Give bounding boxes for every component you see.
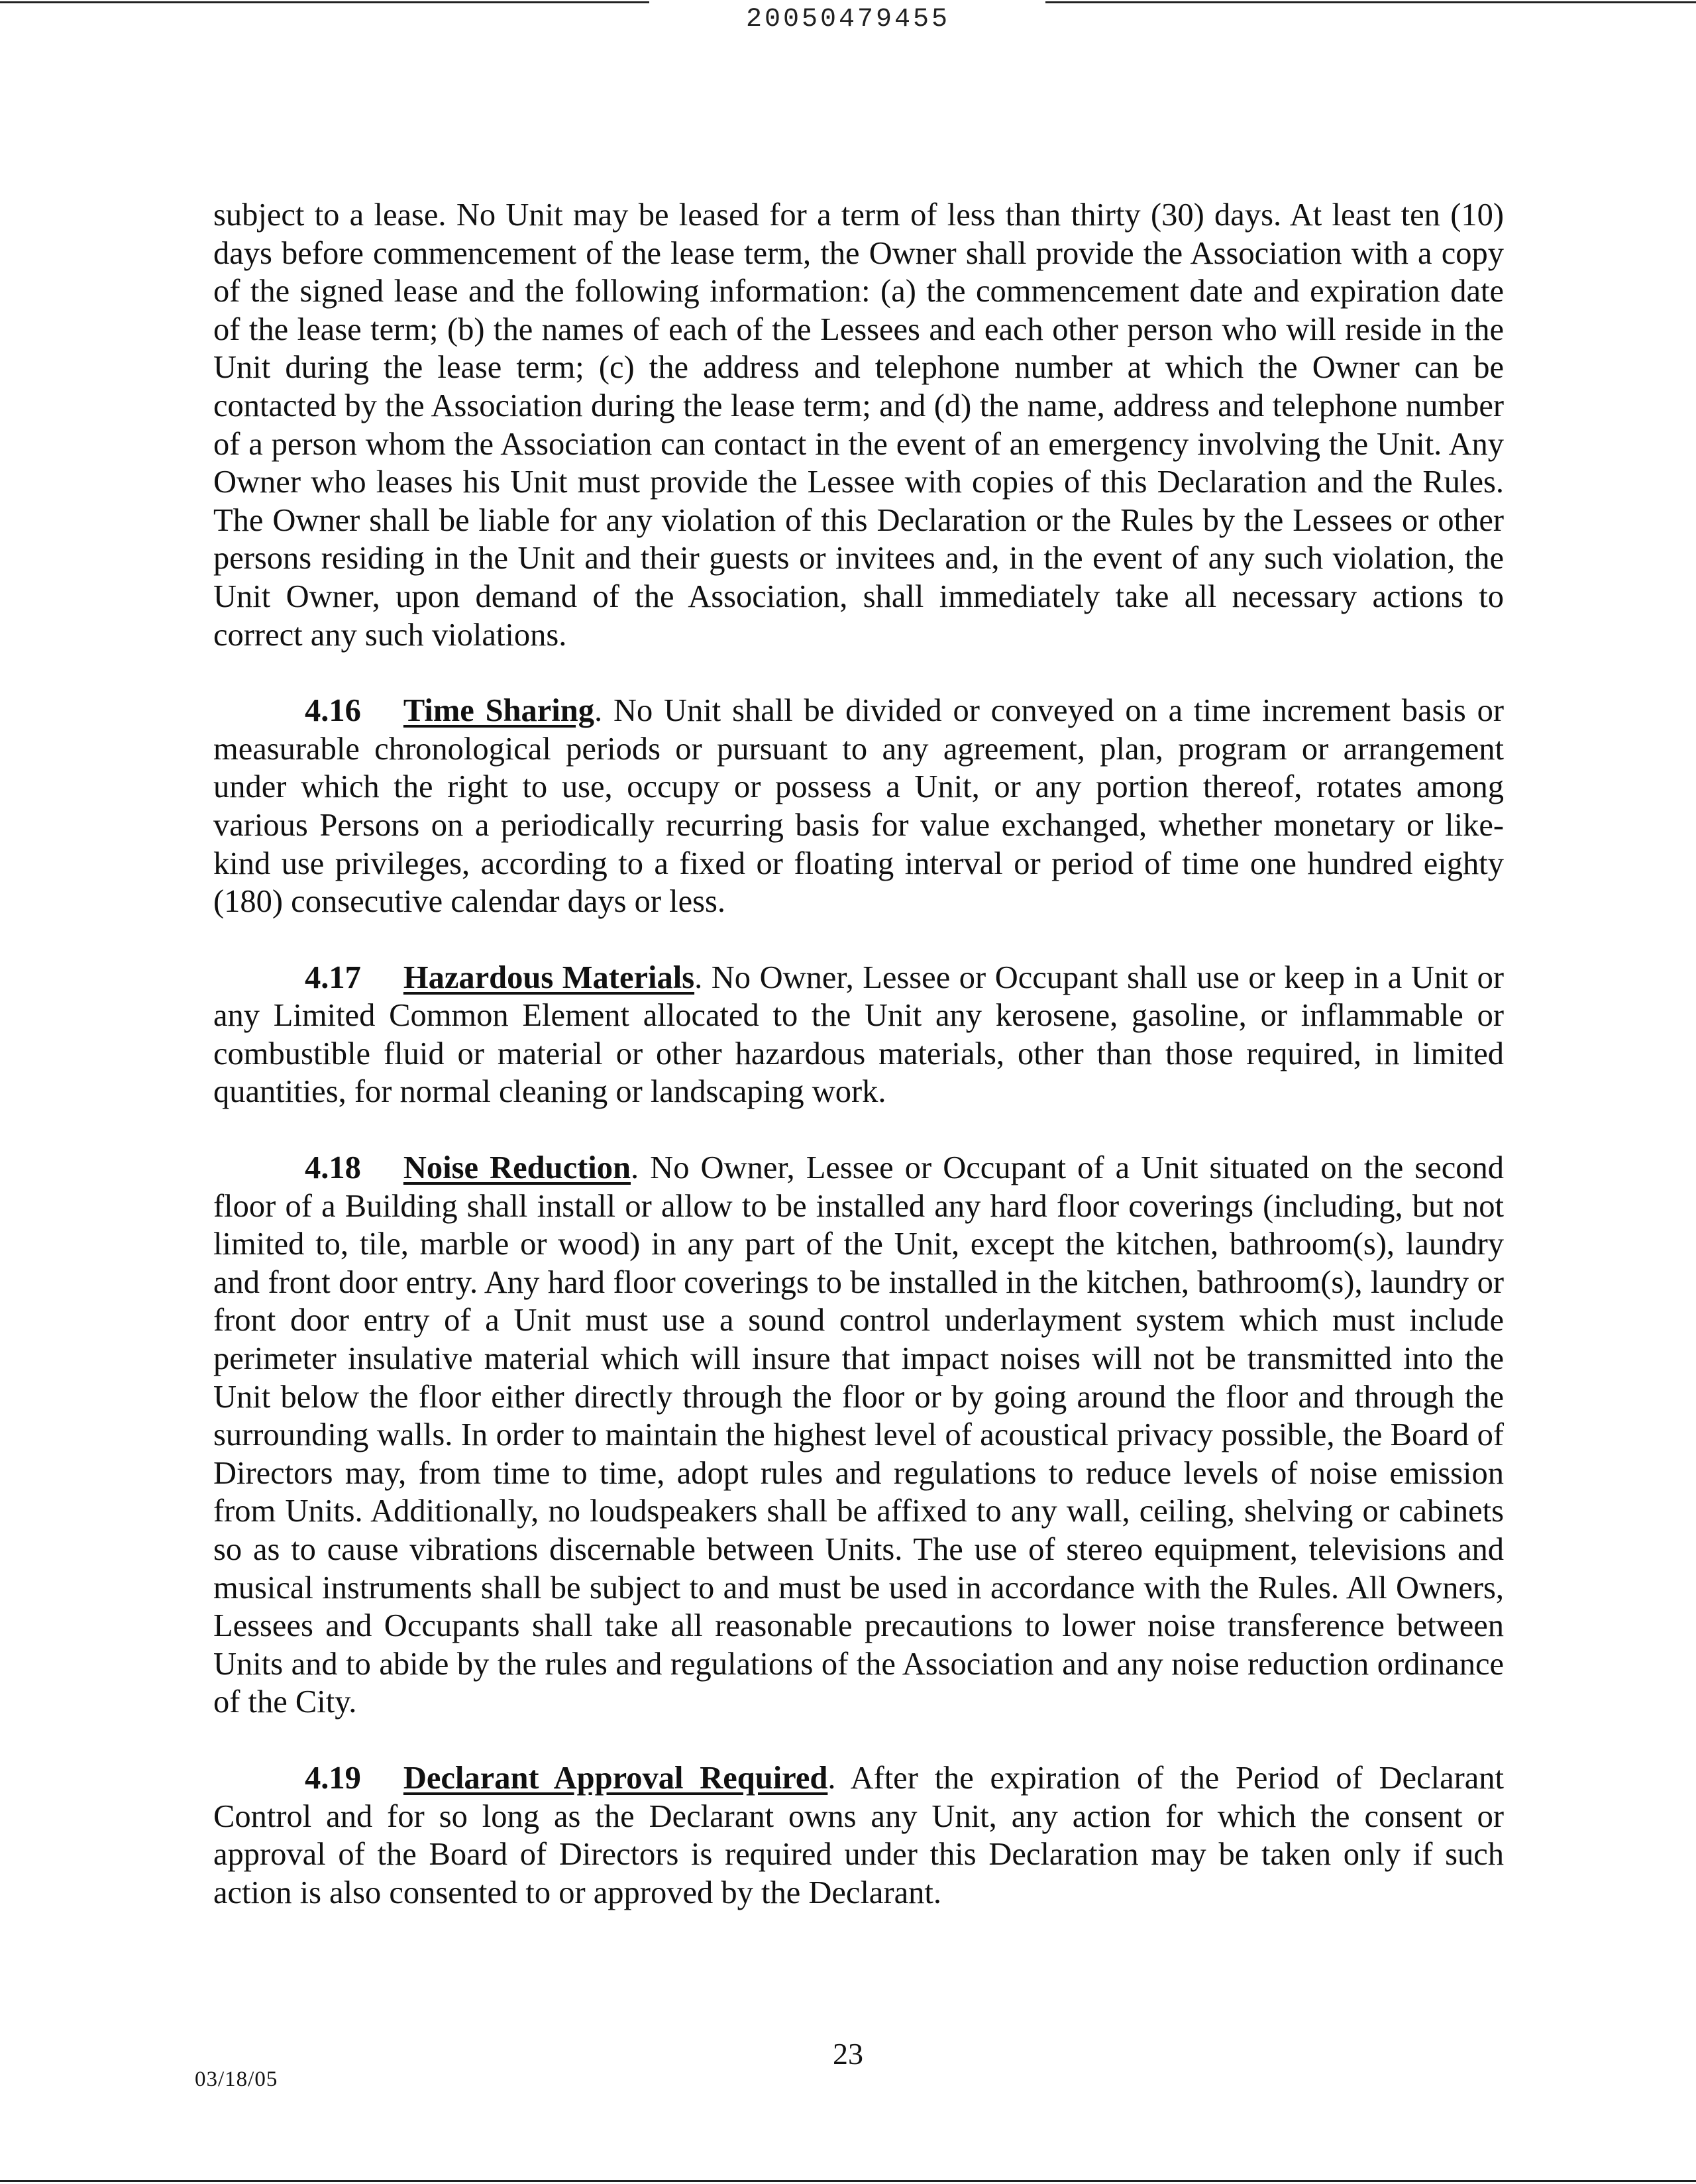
document-number: 20050479455	[745, 5, 951, 34]
document-body	[213, 196, 1504, 1949]
section-number: 4.19	[305, 1760, 361, 1796]
footer-rule	[0, 2180, 1696, 2182]
section-4-19	[213, 1759, 1504, 1912]
page-number: 23	[833, 2037, 863, 2071]
section-text: . No Owner, Lessee or Occupant of a Unit situated on the second floor of a Building shall install or allow to be installed any hard floor coverings (including, but not limited to, tile, marble or wood) in any part of the Unit, except the kitchen, bathroom(s), laundry and front door entry. Any hard floor coverings to be installed in the kitchen, bathroom(s), laundry or front door entry of a Unit must use a sound control underlayment system which must include perimeter insulative material which will insure that impact noises will not be transmitted into the Unit below the floor either directly through the floor or by going around the floor and through the surrounding walls. In order to maintain the highest level of acoustical privacy possible, the Board of Directors may, from time to time, adopt rules and regulations to reduce levels of noise emission from Units. Additionally, no loudspeakers shall be affixed to any wall, ceiling, shelving or cabinets so as to cause vibrations discernable between Units. The use of stereo equipment, televisions and musical instruments shall be subject to and must be used in accordance with the Rules. All Owners, Lessees and Occupants shall take all reasonable precautions to lower noise transference between Units and to abide by the rules and regulations of the Association and any noise reduction ordinance of the City.	[213, 1150, 1505, 1720]
section-number: 4.16	[305, 693, 361, 729]
section-number: 4.17	[305, 959, 361, 995]
document-date: 03/18/05	[195, 2067, 278, 2091]
section-text: . After the expiration of the Period of Declarant Control and for so long as the Declarant owns any Unit, any action for which the consent or approval of the Board of Directors is required under this Declaration may be taken only if such action is also consented to or approved by the Declarant.	[213, 1760, 1504, 1910]
intro-paragraph: subject to a lease. No Unit may be leased for a term of less than thirty (30) days. At least ten (10) days before commencement of the lease term, the Owner shall provide the Association with a copy of the signed lease and the following information: (a) the commencement date and expiration date of the lease term; (b) the names of each of the Lessees and each other person who will reside in the Unit during the lease term; (c) the address and telephone number at which the Owner can be contacted by the Association during the lease term; and (d) the name, address and telephone number of a person whom the Association can contact in the event of an emergency involving the Unit. Any Owner who leases his Unit must provide the Lessee with copies of this Declaration and the Rules. The Owner shall be liable for any violation of this Declaration or the Rules by the Lessees or other persons residing in the Unit and their guests or invitees and, in the event of any such violation, the Unit Owner, upon demand of the Association, shall immediately take all necessary actions to correct any such violations.	[213, 197, 1504, 653]
section-title: Noise Reduction	[403, 1150, 631, 1186]
section-title: Time Sharing	[403, 693, 594, 729]
section-number: 4.18	[305, 1150, 361, 1186]
section-text: . No Unit shall be divided or conveyed on a time increment basis or measurable chronological periods or pursuant to any agreement, plan, program or arrangement under which the right to use, occupy or possess a Unit, or any portion thereof, rotates among various Persons on a periodically recurring basis for value exchanged, whether monetary or like-kind use privileges, according to a fixed or floating interval or period of time one hundred eighty (180) consecutive calendar days or less.	[213, 693, 1504, 920]
section-title: Hazardous Materials	[403, 959, 695, 995]
section-title: Declarant Approval Required	[403, 1760, 828, 1796]
section-text: . No Owner, Lessee or Occupant shall use or keep in a Unit or any Limited Common Element allocated to the Unit any kerosene, gasoline, or inflammable or combustible fluid or material or other hazardous materials, other than those required, in limited quantities, for normal cleaning or landscaping work.	[213, 959, 1504, 1110]
section-4-18	[213, 1149, 1504, 1721]
section-4-16	[213, 692, 1504, 921]
section-4-17	[213, 959, 1504, 1111]
